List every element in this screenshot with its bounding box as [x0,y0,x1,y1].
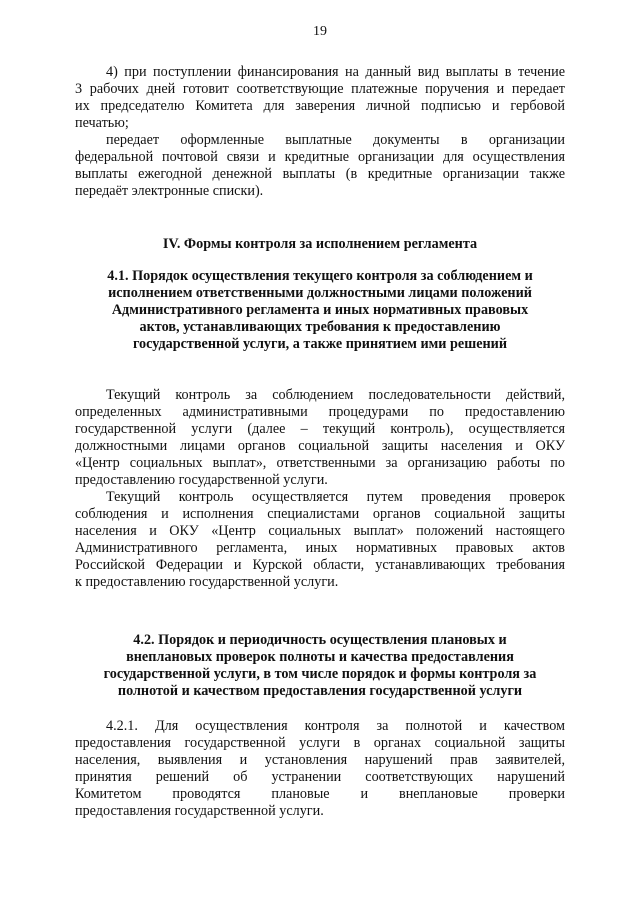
text-line: определенных административными процедурами по предоставлению [75,404,565,420]
text-line: Текущий контроль осуществляется путем проведения проверок [106,489,565,505]
text-line: к предоставлению государственной услуги. [75,574,339,590]
text-line: их председателю Комитета для заверения личной подписью и гербовой [75,98,565,114]
heading-line: 4.1. Порядок осуществления текущего контроля за соблюдением и [107,268,533,284]
text-line: Административного регламента, иных нормативных правовых актов [75,540,565,556]
text-line: 3 рабочих дней готовит соответствующие платежные поручения и передает [75,81,565,97]
paragraph-current-control-method [75,489,565,591]
text-line: Комитетом проводятся плановые и внеплановые проверки [75,786,565,802]
heading-line: государственной услуги, а также принятием ими решений [132,336,508,352]
heading-line: Административного регламента и иных нормативных правовых [111,302,529,318]
text-line: государственной услуги (далее – текущий контроль), осуществляется [75,421,565,437]
paragraph-4-2-1 [75,718,565,820]
paragraph-current-control-definition [75,387,565,489]
text-line: соблюдения и исполнения специалистами органов социальной защиты [75,506,565,522]
heading-line: государственной услуги, в том числе порядок и формы контроля за [103,666,537,682]
text-line: предоставлению государственной услуги. [75,472,328,488]
subsection-4-1-heading [75,268,565,353]
text-line: печатью; [75,115,129,131]
text-line: принятия решений об устранении соответствующих нарушений [75,769,565,785]
heading-line: внеплановых проверок полноты и качества предоставления [126,649,514,665]
text-line: 4.2.1. Для осуществления контроля за полнотой и качеством [106,718,565,734]
text-line: населения и ОКУ «Центр социальных выплат» положений настоящего [75,523,565,539]
text-line: Текущий контроль за соблюдением последовательности действий, [106,387,565,403]
paragraph-transfer-documents [75,132,565,200]
text-line: передаёт электронные списки). [75,183,264,199]
heading-line: актов, устанавливающих требования к предоставлению [139,319,501,335]
heading-line: полнотой и качеством предоставления государственной услуги [117,683,523,699]
text-line: «Центр социальных выплат», ответственными за организацию работы по [75,455,565,471]
heading-line: 4.2. Порядок и периодичность осуществления плановых и [133,632,507,648]
page-number: 19 [313,24,327,39]
text-line: Российской Федерации и Курской области, устанавливающих требования [75,557,565,573]
text-line: населения, выявления и установления нарушений прав заявителей, [75,752,565,768]
text-line: федеральной почтовой связи и кредитные организации для осуществления [75,149,565,165]
text-line: предоставления государственной услуги в органах социальной защиты [75,735,565,751]
text-line: 4) при поступлении финансирования на данный вид выплаты в течение [106,64,565,80]
subsection-4-2-heading [75,632,565,700]
heading-line: исполнением ответственными должностными лицами положений [108,285,532,301]
text-line: предоставления государственной услуги. [75,803,324,819]
text-line: выплаты ежегодной денежной выплаты (в кредитные организации также [75,166,565,182]
text-line: передает оформленные выплатные документы в организации [106,132,565,148]
text-line: должностными лицами органов социальной защиты населения и ОКУ [75,438,565,454]
paragraph-item-4 [75,64,565,132]
section-title: IV. Формы контроля за исполнением регламента [162,236,478,252]
